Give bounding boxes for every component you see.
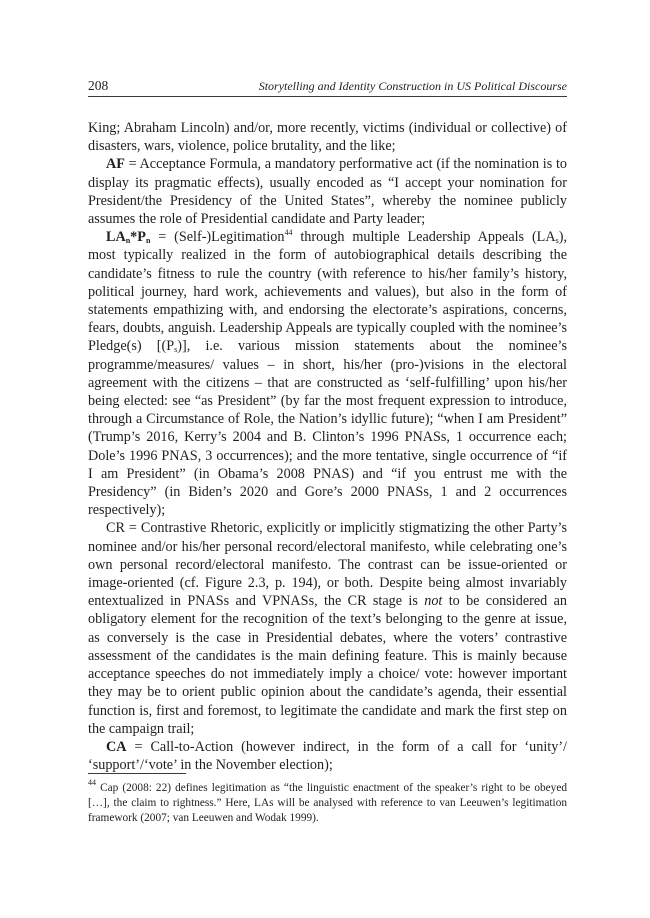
term-af: AF (106, 156, 125, 173)
paragraph-la (88, 228, 567, 519)
term-star: * (130, 229, 138, 246)
term-p-base: P (137, 229, 146, 246)
paragraph-text: = Call-to-Action (however indirect, in the form of a call for ‘unity’/ ‘support’/‘vote’ in the November election); (88, 738, 567, 774)
emphasis: not (424, 593, 443, 610)
term-la-base: LA (106, 229, 126, 246)
subscript: s (174, 345, 178, 355)
term-la-subscript: n (125, 236, 131, 246)
body-text (88, 119, 567, 774)
paragraph-text: ), most typically realized in the form of autobiographical details describing the candidate’s fitness to rule the country (with reference to his/her family’s history, political journey, hard work, achievements and values), but also in the form of statements empathizing with, and endorsing the electorate’s aspirations, concerns, fears, doubts, anguish. Leadership Appeals are typically coupled with the nominee’s Pledge(s) [(P (88, 229, 567, 355)
paragraph-text: CR = Contrastive Rhetoric, explicitly or implicitly stigmatizing the other Party’s nominee and/or his/her personal record/electoral manifesto, while celebrating one’s own personal record/electoral manifesto. The contrast can be issue-oriented or image-oriented (cf. Figure 2.3, p. 194), or both. Despite being almost invariably entextualized in PNASs and VPNASs, the CR stage is (88, 520, 567, 610)
running-title: Storytelling and Identity Construction in US Political Discourse (258, 79, 567, 93)
subscript: s (555, 236, 559, 246)
paragraph-text: King; Abraham Lincoln) and/or, more recently, victims (individual or collective) of disasters, wars, violence, police brutality, and the like; (88, 120, 567, 155)
footnote-text: Cap (2008: 22) defines legitimation as “the linguistic enactment of the speaker’s right to be obeyed […], the claim to rightness.” Here, LAs will be analysed with reference to van Leeuwen’s legitimation framework (2007; van Leeuwen and Wodak 1999). (88, 782, 567, 824)
paragraph-text: = (Self-)Legitimation (150, 229, 285, 246)
paragraph-text: through multiple Leadership Appeals (LA (292, 229, 556, 246)
paragraph-text: to be considered an obligatory element for the recognition of the text’s belonging to the genre at issue, as conversely is the case in Presidential debates, where the voters’ contrastive assessment of the candidates is the main defining feature. This is mainly because acceptance speeches do not immediately imply a choice/ vote: however important they may be to orient public opinion about the candidate’s agenda, their essential function is, first and foremost, to legitimate the candidate and mark the first step on the campaign trail; (88, 593, 567, 737)
paragraph-af (88, 155, 567, 228)
footnote-reference[interactable]: 44 (284, 228, 293, 238)
paragraph-ca (88, 738, 567, 774)
page-number: 208 (88, 78, 109, 93)
footnote-number: 44 (88, 778, 96, 787)
paragraph-text: )], i.e. various mission statements about the nominee’s programme/measures/ values – in short, his/her (pro-)visions in the electoral agreement with the citizens – that are constructed as ‘self-fulfilling’ upon his/her being elected: see “as President” (by far the most frequent expression to introduce, through a Circumstance of Role, the Nation’s idyllic future); “when I am President” (Trump’s 2016, Kerry’s 2004 and B. Clinton’s 1996 PNASs, 1 occurrence each; Dole’s 1996 PNAS, 3 occurrences); and the more tentative, single occurrence of “if I am President” (in Obama’s 2008 PNAS) and “if you entrust me with the Presidency” (in Biden’s 2020 and Gore’s 2000 PNASs, 1 and 2 occurrences respectively); (88, 338, 567, 519)
term-la (106, 229, 150, 245)
term-ca: CA (106, 738, 127, 755)
paragraph-continuation (88, 119, 567, 155)
footnote (88, 778, 567, 826)
term-p-subscript: n (145, 236, 151, 246)
paragraph-text: = Acceptance Formula, a mandatory performative act (if the nomination is to display its pragmatic effects), usually encoded as “I accept your nomination for President/the Presidency of the United States”, whereby the nominee publicly assumes the role of Presidential candidate and Party leader; (88, 156, 567, 228)
page-header (88, 74, 567, 97)
page (88, 74, 567, 774)
paragraph-cr (88, 519, 567, 737)
footnote-divider (88, 773, 186, 774)
